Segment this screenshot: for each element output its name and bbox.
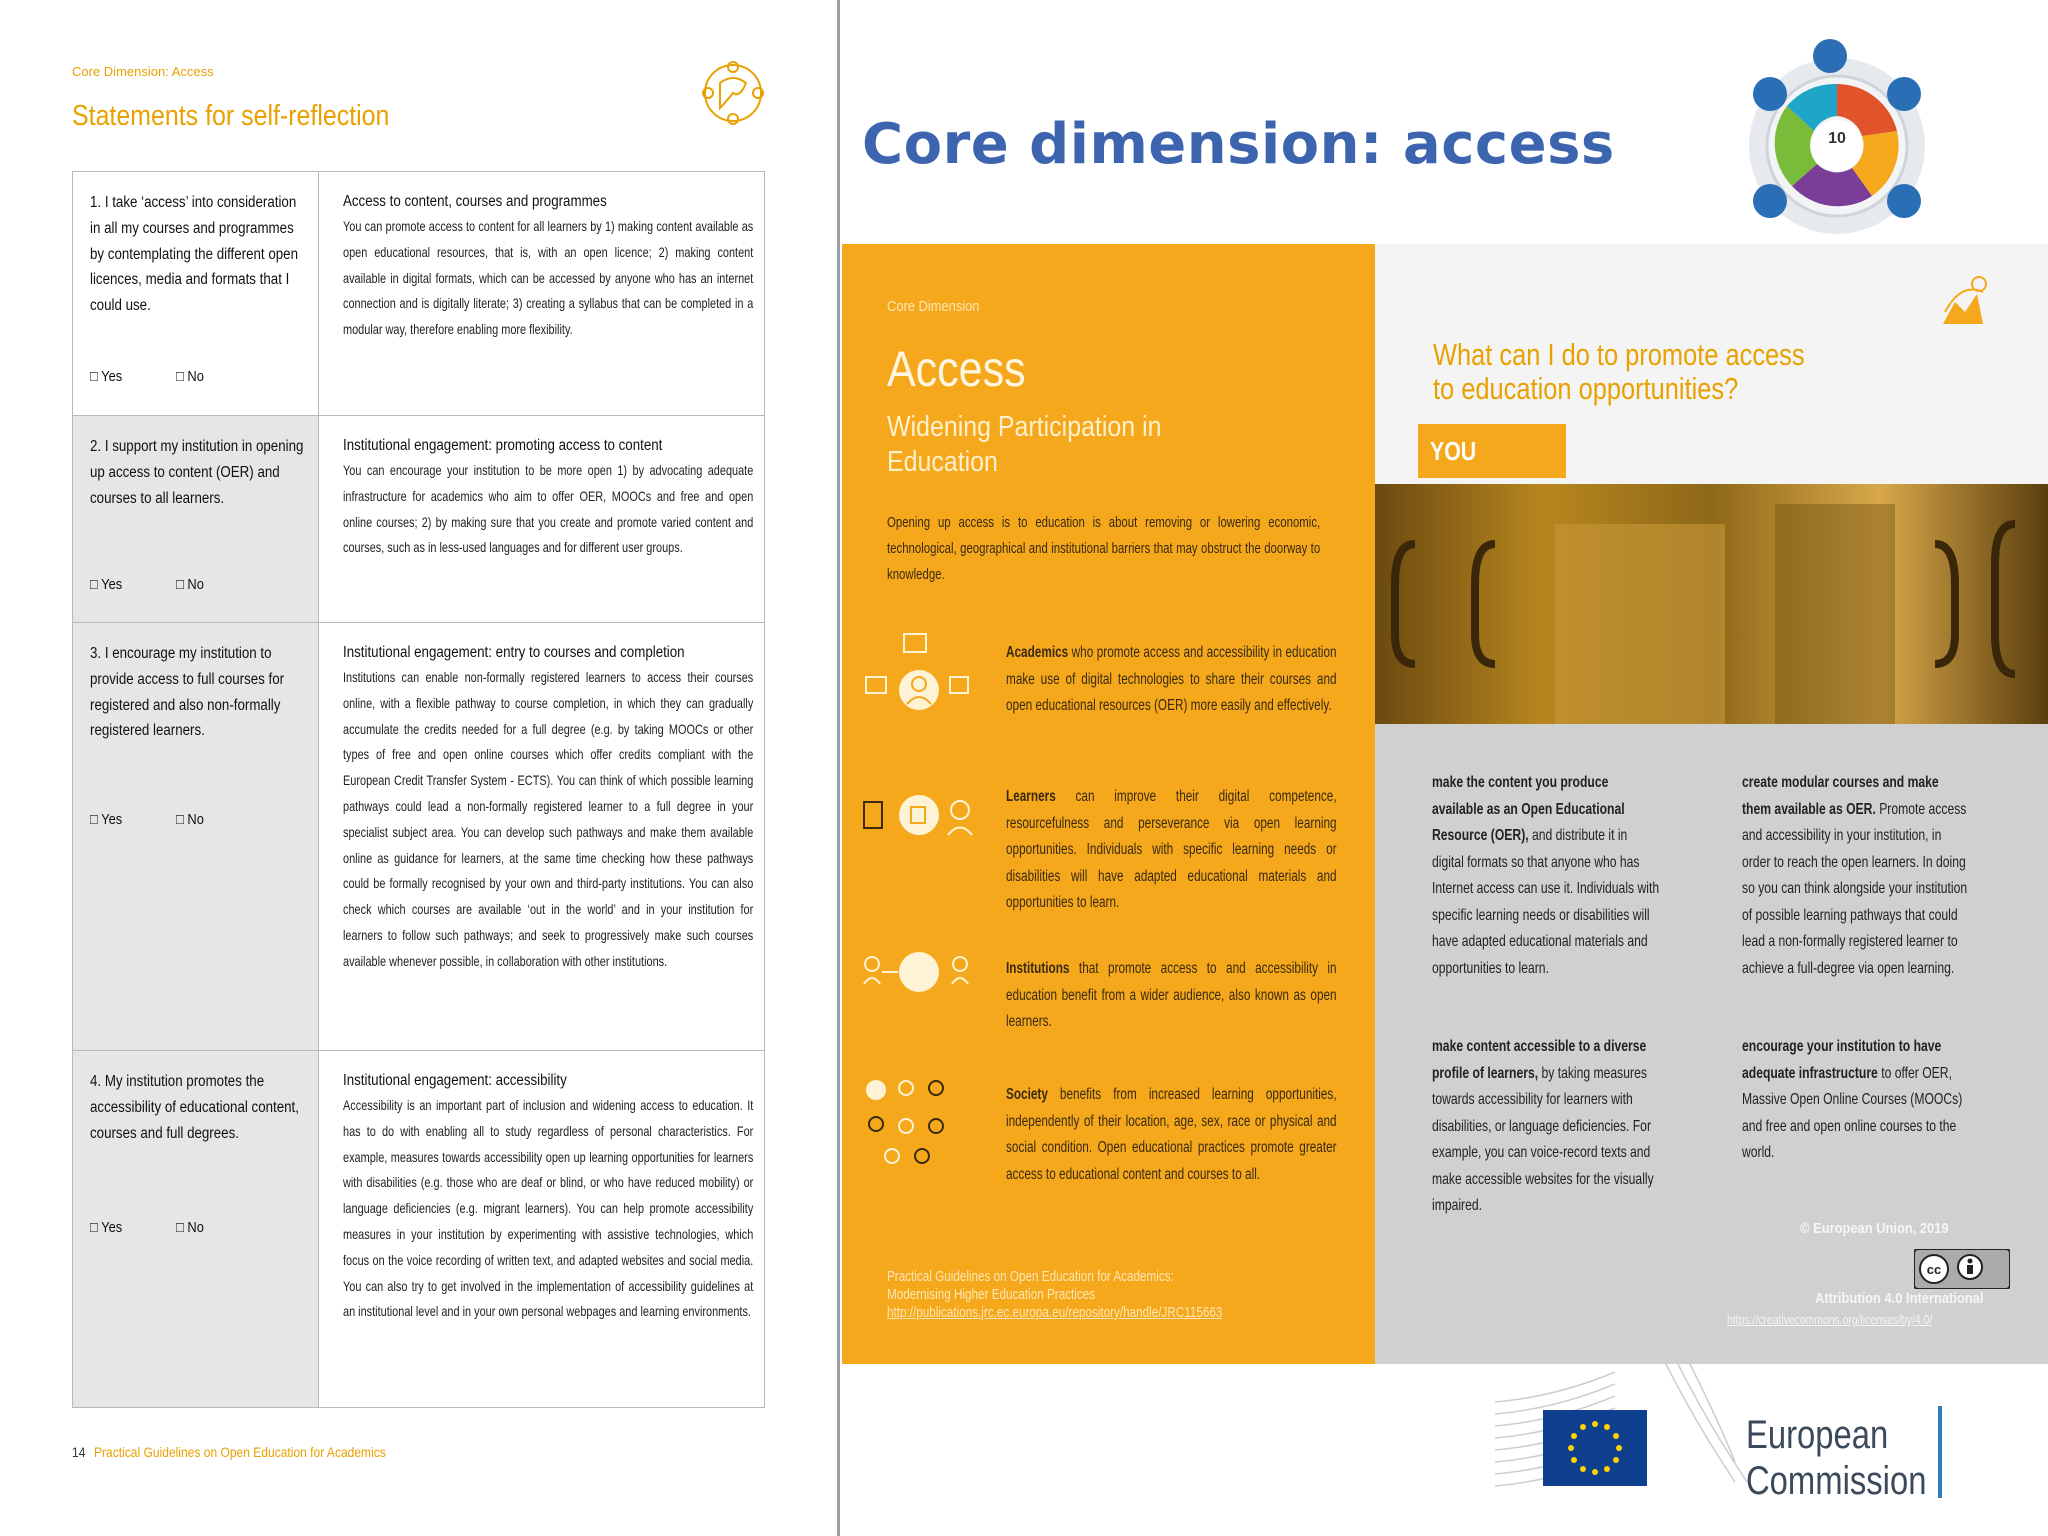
- feature-institutions: Institutions that promote access to and accessibility in education benefit from a wider audience, also known as open learners.: [1006, 960, 1337, 1030]
- svg-text:cc: cc: [1926, 1262, 1942, 1277]
- no-checkbox[interactable]: □ No: [176, 811, 204, 828]
- table-row: [73, 1051, 764, 1407]
- creative-commons-badge-icon: [1914, 1249, 2010, 1289]
- guidance-body: You can promote access to content for all learners by 1) making content available as open educational resources, that is, with an open licence; 2) making content available in digital formats, which can be accessed by anyone who has an internet connection and is digitally literate; 3) creating a syllabus that can be completed in a modular way, therefore enabling more flexibility.: [343, 218, 754, 338]
- infographic-intro: Opening up access is to education is about removing or lowering economic, technological, geographical and institutional barriers that may obstruct the doorway to knowledge.: [887, 514, 1321, 583]
- logo-accent-bar: [1938, 1406, 1942, 1498]
- learners-icon: [862, 780, 982, 870]
- academics-icon: [862, 632, 982, 722]
- source-link[interactable]: http://publications.jrc.ec.europa.eu/repository/handle/JRC115663: [887, 1304, 1223, 1321]
- page-title: Statements for self-reflection: [72, 100, 390, 132]
- table-row: [73, 172, 764, 416]
- guidance-cell: [319, 416, 764, 622]
- no-checkbox[interactable]: □ No: [176, 368, 204, 385]
- page-number: 14: [72, 1444, 86, 1460]
- yes-checkbox[interactable]: □ Yes: [90, 576, 123, 593]
- slide-title: Core dimension: access: [862, 112, 1615, 177]
- no-checkbox[interactable]: □ No: [176, 1219, 204, 1236]
- table-row: [73, 416, 764, 623]
- you-can-item-infrastructure: encourage your institution to have adequate infrastructure to offer OER, Massive Open Online Courses (MOOCs) and free and open online courses to the world.: [1742, 1038, 1963, 1161]
- guidance-heading: Access to content, courses and programmes: [343, 193, 607, 210]
- society-icon: [862, 1076, 982, 1166]
- infographic-title: Access: [887, 341, 1026, 397]
- you-can-badge: YOU: [1418, 424, 1566, 478]
- footer-title: Practical Guidelines on Open Education for Academics: [93, 1444, 386, 1460]
- you-can-item-content: make the content you produce available as an Open Educational Resource (OER), and distribute it in digital formats so that anyone who has Internet access can use it. Individuals with specific learning needs or disabilities will have adapted educational materials and opportunities to learn.: [1432, 774, 1660, 977]
- guidance-body: Accessibility is an important part of inclusion and widening access to education. It has to do with enabling all to study regardless of personal characteristics. For example, measures towards accessibility open up learning opportunities for learners with disabilities (e.g. those who are deaf or blind, or who have reduced mobility) or language deficiencies (e.g. migrant learners). You can help promote accessibility measures in your institution by experimenting with assistive technologies, which focus on the voice recording of written text, and adapted websites and social media. You can also try to get involved in the implementation of accessibility guidelines at an institutional level and in your own personal webpages and learning environments.: [343, 1097, 754, 1320]
- yes-checkbox[interactable]: □ Yes: [90, 1219, 123, 1236]
- document-page: [0, 0, 840, 1536]
- you-can-item-accessible: make content accessible to a diverse profile of learners, by taking measures towards accessibility for learners with disabilities, or language deficiencies. For example, you can voice-record texts and make accessible websites for the visually impaired.: [1432, 1038, 1654, 1214]
- guidance-cell: [319, 172, 764, 415]
- no-checkbox[interactable]: □ No: [176, 576, 204, 593]
- yes-checkbox[interactable]: □ Yes: [90, 811, 123, 828]
- guidance-body: You can encourage your institution to be more open 1) by advocating adequate infrastructure for academics who aim to offer OER, MOOCs and free and open online courses; 2) by making sure that you create and promote varied content and courses, such as in less-used languages and for different user groups.: [343, 462, 754, 556]
- core-dimension-label: Core Dimension: Access: [72, 64, 214, 79]
- core-dimension-label: Core Dimension: [887, 298, 980, 315]
- access-emblem-icon: [700, 58, 766, 128]
- statement-text: 3. I encourage my institution to provide access to full courses for registered and also non-formally registered learners.: [90, 645, 285, 740]
- statement-text: 1. I take ‘access’ into consideration in all my courses and programmes by contemplating the different open licences, media and formats that I could use.: [90, 194, 298, 315]
- statement-cell: [73, 623, 319, 1050]
- question-heading: What can I do to promote access to education opportunities?: [1433, 337, 1805, 406]
- guidance-heading: Institutional engagement: promoting access to content: [343, 437, 663, 454]
- guidance-body: Institutions can enable non-formally registered learners to access their courses online, with a flexible pathway to course completion, in which they can gradually accumulate the credits needed for a full degree (e.g. by taking MOOCs or other types of free and open online courses which offer credits compliant with the European Credit Transfer System - ECTS). You can think of which possible learning pathways could lead a non-formally registered learner to a full degree in your specialist subject area. You can develop such pathways and make them available online as guidance for learners, at the same time checking how these pathways could be formally recognised by your own and third-party institutions. You can also check which courses are available ‘out in the world’ and in your institution for learners to follow such pathways; and seek to progressively make such courses available whenever possible, in collaboration with other institutions.: [343, 669, 754, 969]
- copyright-notice: © European Union, 2019: [1800, 1220, 1949, 1237]
- infographic-source: Practical Guidelines on Open Education for Academics: Modernising Higher Education Practices http://publications.jrc.ec.europa.eu/repository/handle/JRC115663: [887, 1268, 1238, 1322]
- statement-text: 2. I support my institution in opening up access to content (OER) and courses to all learners.: [90, 438, 304, 507]
- guidance-cell: [319, 1051, 764, 1407]
- you-can-item-modular: create modular courses and make them available as OER. Promote access and accessibility in your institution, in order to reach the open learners. In doing so you can think alongside your institution of possible learning pathways that could lead a non-formally registered learner to achieve a full-degree via open learning.: [1742, 774, 1968, 977]
- yes-no-options: [90, 368, 262, 385]
- statement-cell: [73, 416, 319, 622]
- guidance-heading: Institutional engagement: accessibility: [343, 1072, 567, 1089]
- yes-no-options: [90, 1219, 262, 1236]
- feature-academics: Academics who promote access and accessibility in education make use of digital technologies to share their courses and open educational resources (OER) more easily and effectively.: [1006, 644, 1337, 714]
- statement-text: 4. My institution promotes the accessibility of educational content, courses and full degrees.: [90, 1073, 299, 1142]
- self-reflection-table: [72, 171, 765, 1408]
- infographic-subtitle: Widening Participation in Education: [887, 411, 1162, 478]
- feature-learners: Learners can improve their digital competence, resourcefulness and perseverance via open learning opportunities. Individuals with specific learning needs or disabilities will have adapted educational materials and opportunities to learn.: [1006, 788, 1337, 911]
- doorway-photo: [1375, 484, 2048, 724]
- feature-society: Society benefits from increased learning opportunities, independently of their location, age, sex, race or physical and social condition. Open educational practices promote greater access to educational content and courses to all.: [1006, 1086, 1337, 1183]
- guidance-heading: Institutional engagement: entry to courses and completion: [343, 644, 685, 661]
- guidance-cell: [319, 623, 764, 1050]
- european-commission-wordmark: European Commission: [1746, 1413, 1927, 1503]
- statement-cell: [73, 1051, 319, 1407]
- open-education-wheel-icon: [1732, 36, 1942, 256]
- page-footer: [72, 1444, 386, 1460]
- license-link[interactable]: https://creativecommons.org/licenses/by/4.0/: [1727, 1312, 1933, 1327]
- infographic-grey-panel: [1375, 244, 2048, 1364]
- access-emblem-icon: [1935, 272, 1991, 332]
- door-handles-illustration: [1375, 484, 2048, 724]
- wheel-center-number: 10: [1828, 130, 1846, 147]
- institutions-icon: [862, 944, 982, 1034]
- yes-no-options: [90, 576, 262, 593]
- table-row: [73, 623, 764, 1051]
- yes-checkbox[interactable]: □ Yes: [90, 368, 123, 385]
- infographic-orange-panel: [842, 244, 1375, 1364]
- yes-no-options: [90, 811, 262, 828]
- license-name: Attribution 4.0 International: [1815, 1290, 1984, 1307]
- statement-cell: [73, 172, 319, 415]
